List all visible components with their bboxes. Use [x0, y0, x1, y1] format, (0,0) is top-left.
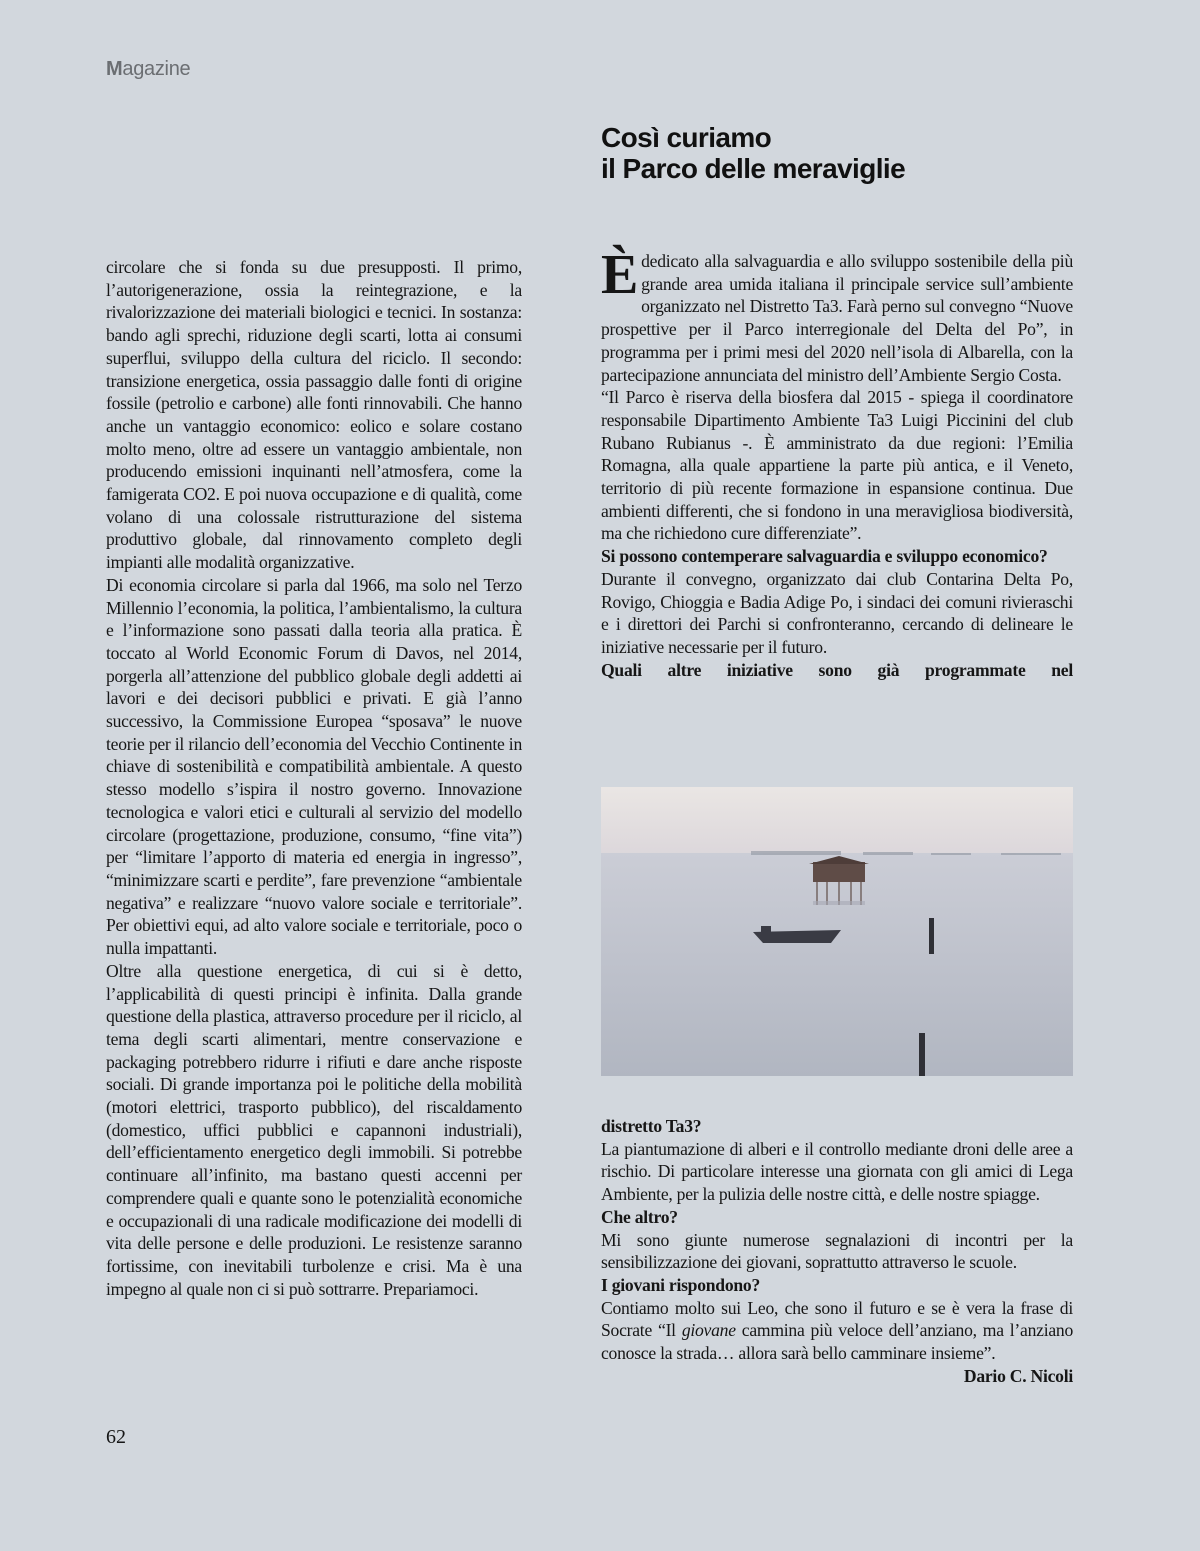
right-column-bottom: [601, 1115, 1073, 1387]
question-4: I giovani rispondono?: [601, 1274, 761, 1295]
intro-text: dedicato alla salvaguardia e allo sviluppo sostenibile della più grande area umida italiana il principale service sull’ambiente organizzato nel Distretto Ta3. Farà perno sul convegno “Nuove prospettive per il Parco interregionale del Delta del Po”, in programma per i primi mesi del 2020 nell’isola di Albarella, con la partecipazione annunciata del ministro dell’Ambiente Sergio Costa.: [601, 251, 1073, 385]
left-column: [106, 256, 522, 1300]
left-paragraph-1: circolare che si fonda su due presupposti. Il primo, l’autorigenerazione, ossia la reintegrazione, e la rivalorizzazione dei materiali biologici e tecnici. In sostanza: bando agli sprechi, riduzione degli scarti, lotta ai consumi superflui, sviluppo della cultura del riciclo. Il secondo: transizione energetica, ossia passaggio dalle fonti di origine fossile (petrolio e carbone) alle fonti rinnovabili. Che hanno anche un vantaggio economico: eolico e solare costano molto meno, oltre ad essere un vantaggio ambientale, non producendo emissioni inquinanti nell’atmosfera, come la famigerata CO2. E poi nuova occupazione e di qualità, come volano di una colossale ristrutturazione del sistema produttivo globale, dal rinnovamento completo degli impianti alle modalità organizzative.: [106, 257, 522, 573]
section-tag-rest: agazine: [122, 58, 191, 80]
answer-4-end: cammina più veloce dell’anziano, ma l’anziano conosce la strada… allora sarà bello camminare insieme”.: [601, 1320, 1073, 1364]
answer-4-italic: giovane: [681, 1320, 736, 1341]
quote-paragraph: “Il Parco è riserva della biosfera dal 2015 - spiega il coordinatore responsabile Dipartimento Ambiente Ta3 Luigi Piccinini del club Rubano Rubianus -. È amministrato da due regioni: l’Emilia Romagna, alla quale appartiene la parte più antica, e il Veneto, territorio di più recente formazione in espansione continua. Due ambienti differenti, che si fondono in una meravigliosa biodiversità, ma che richiedono cure differenziate”.: [601, 387, 1073, 544]
question-2-end: distretto Ta3?: [601, 1116, 702, 1136]
question-1: Si possono contemperare salvaguardia e sviluppo economico?: [601, 546, 1048, 567]
right-column-top: [601, 244, 1073, 681]
answer-4-start: Contiamo molto sui Leo, che sono il futuro e se è vera la frase di Socrate “Il: [601, 1297, 1073, 1341]
left-paragraph-3: Oltre alla questione energetica, di cui si è detto, l’applicabilità di questi principi è infinita. Dalla grande questione della plastica, attraverso procedure per il riciclo, al tema degli scarti alimentari, mentre conservazione e packaging potrebbero ridurre i rifiuti e dare anche risposte sociali. Di grande importanza poi le politiche della mobilità (motori elettrici, trasporto pubblico), del riscaldamento (domestico, uffici pubblici e capannoni industriali), dell’efficientamento energetico degli immobili. Si potrebbe continuare all’infinito, ma bastano questi accenni per comprendere quali e quante sono le potenzialità economiche e occupazionali di una radicale modificazione dei modelli di vita delle persone e delle produzioni. Le resistenze saranno fortissime, con inevitabili turbolenze e crisi. Ma è una impegno al quale non ci si può sottrarre. Prepariamoci.: [106, 960, 522, 1299]
answer-4: [601, 1297, 1073, 1365]
photo-pole-1: [929, 918, 934, 954]
delta-lagoon-photo: [601, 787, 1073, 1076]
article-title-line1: Così curiamo: [601, 122, 772, 153]
article-title-line2: il Parco delle meraviglie: [601, 153, 906, 184]
answer-2: La piantumazione di alberi e il controllo mediante droni delle aree a rischio. Di particolare interesse una giornata con gli amici di Lega Ambiente, per la pulizia delle nostre città, e delle nostre spiagge.: [601, 1138, 1073, 1205]
section-tag-initial: M: [106, 58, 123, 80]
answer-1: Durante il convegno, organizzato dai club Contarina Delta Po, Rovigo, Chioggia e Badia Adige Po, i sindaci dei comuni rivieraschi e i direttori dei Parchi si confronteranno, cercando di delineare le iniziative necessarie per il futuro.: [601, 568, 1073, 657]
left-paragraph-2: Di economia circolare si parla dal 1966, ma solo nel Terzo Millennio l’economia, la politica, l’ambientalismo, la cultura e l’informazione sono passati dalla teoria alla pratica. È toccato al World Economic Forum di Davos, nel 2014, porgerla all’attenzione del pubblico globale degli addetti ai lavori e dei decisori pubblici e privati. E già l’anno successivo, la Commissione Europea “sposava” le nuove teorie per il rilancio dell’economia del Vecchio Continente in chiave di sostenibilità e compatibilità ambientale. A questo stesso modello s’ispira il nostro governo. Innovazione tecnologica e valori etici e culturali al servizio del modello circolare (progettazione, produzione, consumo, “fine vita”) per “limitare l’apporto di materia ed energia in ingresso”, “minimizzare scarti e perdite”, fare prevenzione “ambientale negativa” e realizzare “nuovo valore sociale e territoriale”. Per obiettivi equi, ad alto valore sociale e territoriale, poco o nulla impattanti.: [106, 574, 522, 959]
photo-water: [601, 853, 1073, 1076]
dropcap: È: [601, 244, 639, 306]
photo-sky: [601, 787, 1073, 855]
photo-pole-2: [919, 1033, 925, 1076]
answer-3: Mi sono giunte numerose segnalazioni di incontri per la sensibilizzazione dei giovani, soprattutto attraverso le scuole.: [601, 1229, 1073, 1273]
question-2-start: Quali altre iniziative sono già programmate nel: [601, 659, 1073, 680]
intro-paragraph: [601, 244, 1073, 386]
section-tag: [106, 58, 190, 81]
question-3: Che altro?: [601, 1206, 678, 1227]
author-signature: Dario C. Nicoli: [963, 1365, 1073, 1386]
page-number: 62: [106, 1426, 126, 1448]
article-title: [601, 122, 905, 184]
